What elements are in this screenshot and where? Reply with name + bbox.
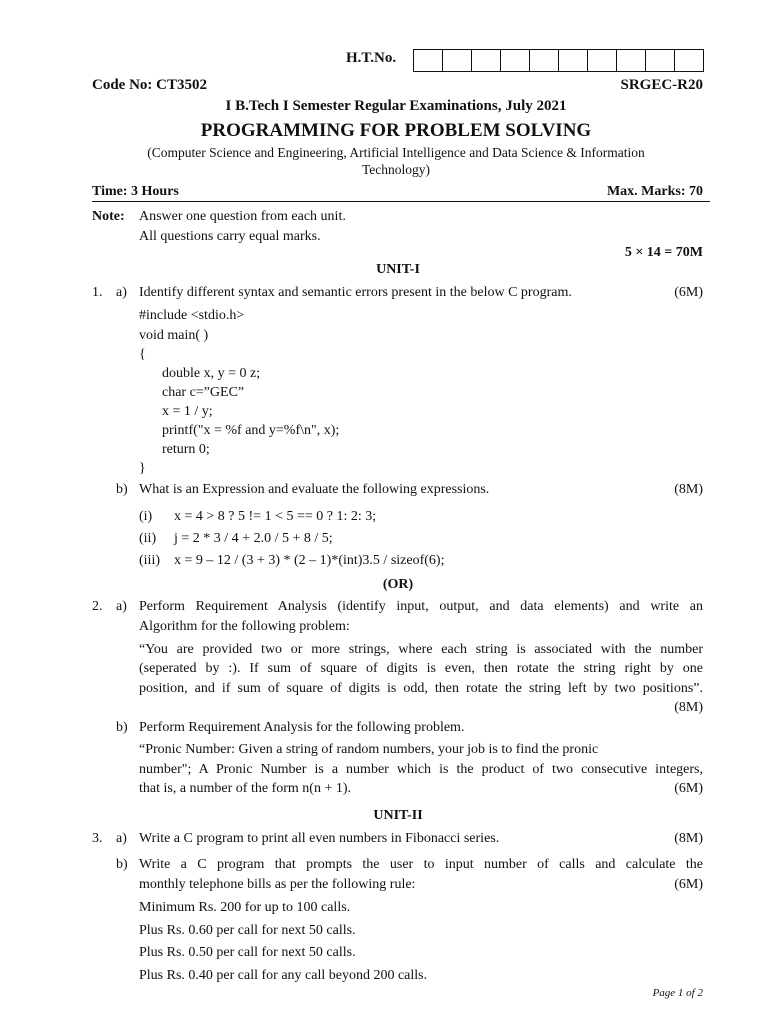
note-line-1: Answer one question from each unit. [139,209,346,224]
question-text: Write a C program to print all even numbers in Fibonacci series. [139,831,500,846]
question-number: 1. [92,285,103,300]
htno-box [559,50,588,71]
question-marks: (8M) [674,700,703,715]
question-text: What is an Expression and evaluate the following expressions. [139,482,490,497]
expression-text: j = 2 * 3 / 4 + 2.0 / 5 + 8 / 5; [174,531,333,546]
branches-line-2: Technology) [361,162,431,177]
expression-index: (ii) [139,531,157,546]
code-line: return 0; [162,442,210,457]
problem-text: (seperated by :). If sum of square of digits is even, then rotate the string right by one [139,661,703,676]
htno-boxes[interactable] [413,49,704,72]
question-text: monthly telephone bills as per the following rule: [139,877,416,892]
regulation: SRGEC-R20 [620,77,703,93]
problem-text: position, and if sum of square of digits is odd, then rotate the string left by two positions”. [139,681,703,696]
htno-box [588,50,617,71]
code-line: { [139,347,146,362]
unit-2-title: UNIT-II [373,808,423,823]
question-part-label: a) [116,285,127,300]
question-text: Perform Requirement Analysis for the following problem. [139,720,465,735]
or-separator: (OR) [382,577,414,592]
htno-box [443,50,472,71]
question-marks: (6M) [674,877,703,892]
htno-box [414,50,443,71]
max-marks: Max. Marks: 70 [606,184,703,199]
header-rule [92,201,710,202]
code-line: x = 1 / y; [162,404,213,419]
expression-text: x = 9 – 12 / (3 + 3) * (2 – 1)*(int)3.5 / sizeof(6); [174,553,445,568]
htno-box [675,50,703,71]
expression-index: (i) [139,509,153,524]
unit-1-title: UNIT-I [376,262,420,277]
question-part-label: b) [116,482,128,497]
problem-text: that is, a number of the form n(n + 1). [139,781,352,796]
question-part-label: b) [116,857,128,872]
question-text: Identify different syntax and semantic errors present in the below C program. [139,285,572,300]
code-line: double x, y = 0 z; [162,366,261,381]
question-marks: (8M) [674,831,703,846]
marks-scheme: 5 × 14 = 70M [624,245,703,260]
question-part-label: b) [116,720,128,735]
problem-text: “Pronic Number: Given a string of random numbers, your job is to find the pronic [139,742,599,757]
question-number: 2. [92,599,103,614]
question-text: Write a C program that prompts the user to input number of calls and calculate the [139,857,703,872]
code-line: void main( ) [139,328,209,343]
code-line: #include <stdio.h> [139,308,245,323]
code-line: } [139,461,146,476]
question-text: Algorithm for the following problem: [139,619,350,634]
billing-rule: Plus Rs. 0.40 per call for any call beyond 200 calls. [139,968,428,983]
question-number: 3. [92,831,103,846]
code-line: char c=”GEC” [162,385,245,400]
htno-box [530,50,559,71]
problem-text: “You are provided two or more strings, where each string is associated with the number [139,642,703,657]
page-number: Page 1 of 2 [652,987,703,999]
expression-text: x = 4 > 8 ? 5 != 1 < 5 == 0 ? 1: 2: 3; [174,509,377,524]
billing-rule: Minimum Rs. 200 for up to 100 calls. [139,900,351,915]
expression-index: (iii) [139,553,160,568]
question-marks: (6M) [674,285,703,300]
htno-box [501,50,530,71]
code-line: printf("x = %f and y=%f\n", x); [162,423,340,438]
exam-title: I B.Tech I Semester Regular Examinations, July 2021 [225,98,567,114]
subject-title: PROGRAMMING FOR PROBLEM SOLVING [200,120,592,141]
htno-label: H.T.No. [346,50,397,66]
htno-box [646,50,675,71]
note-line-2: All questions carry equal marks. [139,229,321,244]
htno-box [472,50,501,71]
problem-text: number"; A Pronic Number is a number which is the product of two consecutive integers, [139,762,703,777]
billing-rule: Plus Rs. 0.50 per call for next 50 calls. [139,945,356,960]
code-number: Code No: CT3502 [92,77,207,93]
question-marks: (6M) [674,781,703,796]
htno-box [617,50,646,71]
billing-rule: Plus Rs. 0.60 per call for next 50 calls. [139,923,356,938]
time-allowed: Time: 3 Hours [92,184,179,199]
branches-line-1: (Computer Science and Engineering, Artificial Intelligence and Data Science & Information [147,145,645,160]
question-marks: (8M) [674,482,703,497]
note-label: Note: [92,209,125,224]
question-part-label: a) [116,599,127,614]
question-text: Perform Requirement Analysis (identify input, output, and data elements) and write an [139,599,703,614]
question-part-label: a) [116,831,127,846]
